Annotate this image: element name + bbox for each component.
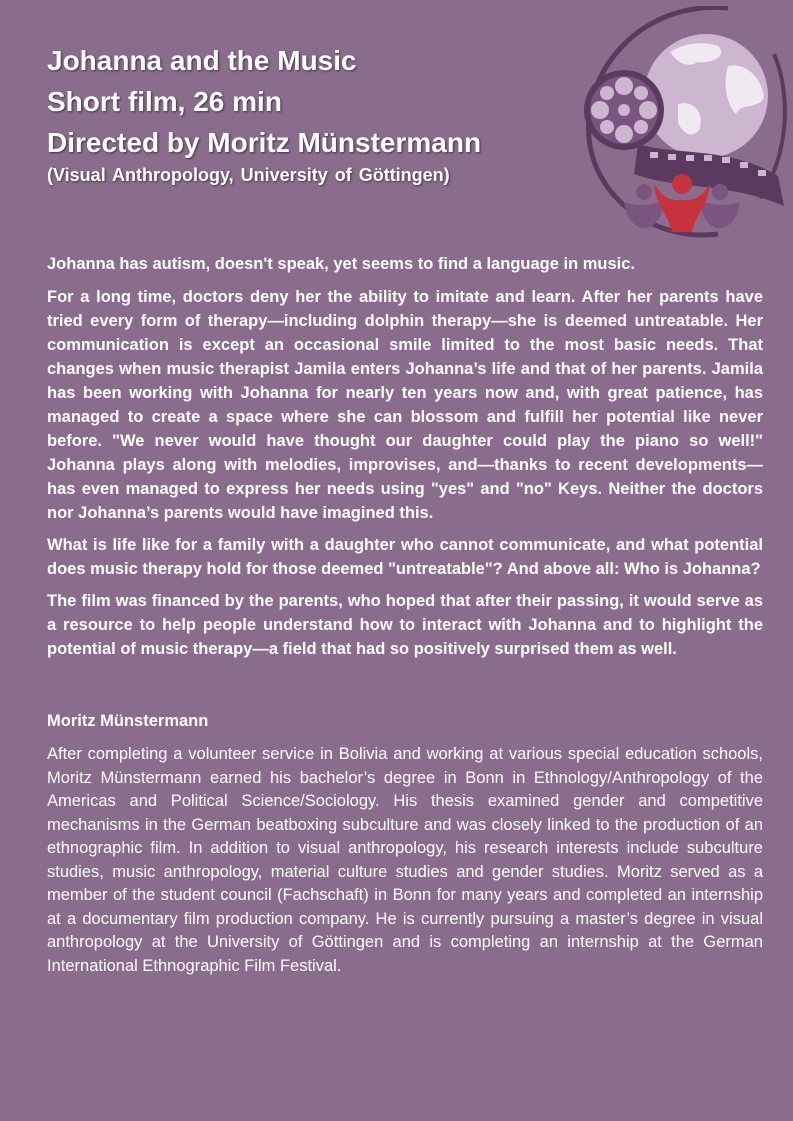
bio-heading: Moritz Münstermann <box>47 712 209 730</box>
film-title: Johanna and the Music <box>47 45 357 76</box>
director-affiliation: (Visual Anthropology, University of Göttingen) <box>47 165 450 185</box>
film-director: Directed by Moritz Münstermann <box>47 127 482 158</box>
synopsis-paragraph: For a long time, doctors deny her the ability to imitate and learn. After her parents have tried every form of therapy—including dolphin therapy—she is deemed untreatable. Her communication is except an occasional smile limited to the most basic needs. That changes when music therapist Jamila enters Johanna’s life and that of her parents. Jamila has been working with Johanna for nearly ten years now and, with great patience, has managed to create a space where she can blossom and fulfill her potential like never before. "We never would have thought our daughter could play the piano so well!" Johanna plays along with melodies, improvises, and—thanks to recent developments—has even managed to express her needs using "yes" and "no" Keys. Neither the doctors nor Johanna’s parents would have imagined this. <box>47 288 763 522</box>
question-paragraph: What is life like for a family with a daughter who cannot communicate, and what potential does music therapy hold for those deemed "untreatable"? And above all: Who is Johanna? <box>47 536 763 578</box>
film-reel-globe-people-logo-icon <box>578 6 790 238</box>
page-header <box>47 40 567 186</box>
film-description <box>47 252 763 978</box>
intro-paragraph: Johanna has autism, doesn't speak, yet seems to find a language in music. <box>47 255 636 273</box>
film-format: Short film, 26 min <box>47 86 282 117</box>
financing-paragraph: The film was financed by the parents, who hoped that after their passing, it would serve as a resource to help people understand how to interact with Johanna and to highlight the potential of music therapy—a field that had so positively surprised them as well. <box>47 592 763 658</box>
bio-text: After completing a volunteer service in Bolivia and working at various special education schools, Moritz Münstermann earned his bachelor’s degree in Bonn in Ethnology/Anthropology of the Americas and Political Science/Sociology. His thesis examined gender and competitive mechanisms in the German beatboxing subculture and was closely linked to the production of an ethnographic film. In addition to visual anthropology, his research interests include subculture studies, music anthropology, material culture studies and gender studies. Moritz served as a member of the student council (Fachschaft) in Bonn for many years and completed an internship at a documentary film production company. He is currently pursuing a master’s degree in visual anthropology at the University of Göttingen and is completing an internship at the German International Ethnographic Film Festival. <box>47 745 763 975</box>
